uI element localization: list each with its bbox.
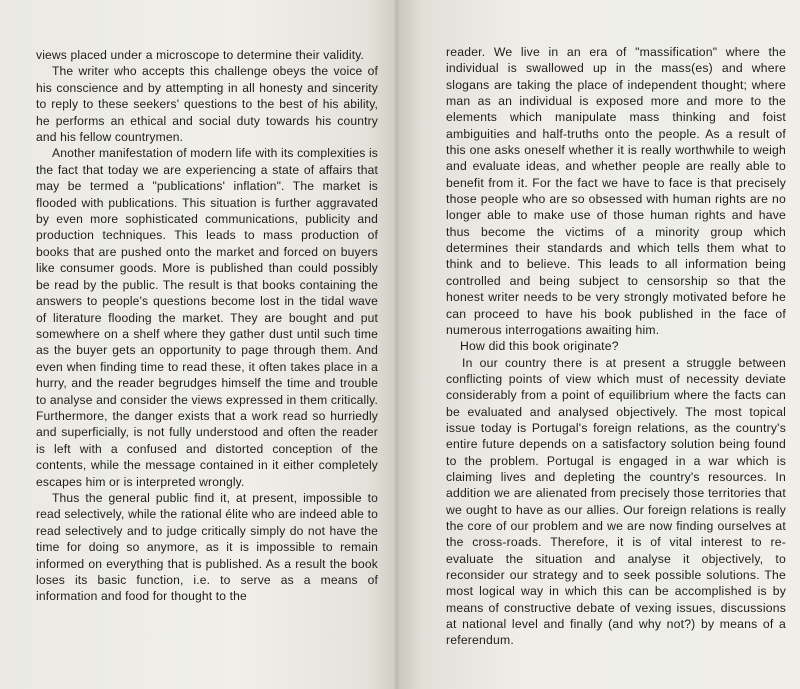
right-page [398,0,800,689]
paragraph: views placed under a microscope to determine their validity. [36,48,365,62]
paragraph: reader. We live in an era of "massification" where the individual is swallowed up in the mass(es) and where slogans are taking the place of independent thought; where man as an individual is exposed more and more to the elements which manipulate mass thinking and foist ambiguities and half-truths onto the people. As a result of this one asks oneself whether it is really worthwhile to weigh and evaluate ideas, and whether people are really able to benefit from it. For the fact we have to face is that precisely those people who are so obsessed with human rights are no longer able to make use of those human rights and have thus become the victims of a minority group which determines their standards and which tells them what to think and to believe. This leads to all information being controlled and being subject to censorship so that the honest writer needs to be very strongly motivated before he can proceed to have his book published in the face of numerous interrogations awaiting him. [446,45,786,337]
paragraph: Another manifestation of modern life with its complexities is the fact that today we are experiencing a state of affairs that may be termed a "publications' inflation". The market is flooded with publications. This situation is further aggravated by even more sophisticated communications, publicity and production techniques. This leads to mass production of books that are pushed onto the market and forced on buyers like consumer goods. More is published than could possibly be read by the public. The result is that books containing the answers to people's questions become lost in the tidal wave of literature flooding the market. They are bought and put somewhere on a shelf where they gather dust until such time as the buyer gets an opportunity to page through them. And even when finding time to read these, it often takes place in a hurry, and the reader begrudges himself the time and trouble to analyse and consider the views expressed in them critically. Furthermore, the danger exists that a work read so hurriedly and superficially, is not fully understood and often the reader is left with a confused and distorted conception of the contents, while the message contained in it either completely escapes him or is interpreted wrongly. [36,146,378,489]
left-page [0,0,398,689]
left-page-text [36,47,378,605]
paragraph: Thus the general public find it, at present, impossible to read selectively, while the rational élite who are indeed able to read selectively and to judge critically simply do not have the time for doing so anymore, as it is impossible to remain informed on everything that is published. As a result the book loses its basic function, i.e. to serve as a means of information and food for thought to the [36,490,378,604]
paragraph: The writer who accepts this challenge obeys the voice of his conscience and by attempting in all honesty and sincerity to reply to these seekers' questions to the best of his ability, he performs an ethical and social duty towards his country and his fellow countrymen. [36,64,378,145]
paragraph: In our country there is at present a struggle between conflicting points of view which must of necessity deviate considerably from a point of equilibrium where the facts can be evaluated and analysed objectively. The most topical issue today is Portugal's foreign relations, as the country's entire future depends on a satisfactory solution being found to the problem. Portugal is engaged in a war which is claiming lives and depleting the country's resources. In addition we are alienated from precisely those territories that we ought to have as our allies. Our foreign relations is really the core of our problem and we are now finding ourselves at the cross-roads. Therefore, it is of vital interest to re-evaluate the situation and analyse it objectively, to reconsider our strategy and to seek possible solutions. The most logical way in which this can be accomplished is by means of constructive debate of vexing issues, discussions at national level and finally (and why not?) by means of a referendum. [446,355,786,648]
section-question: How did this book originate? [460,339,619,354]
right-page-text [446,44,786,649]
